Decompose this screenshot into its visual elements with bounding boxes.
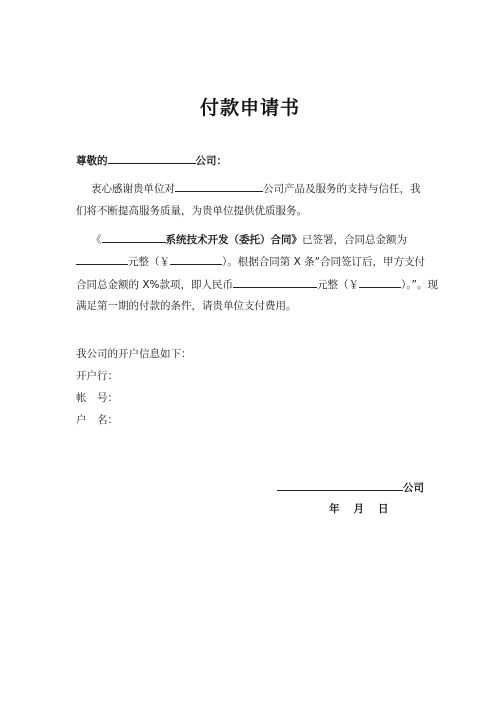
total-amount-words-blank [76, 254, 128, 265]
signature-company-suffix: 公司 [403, 482, 424, 494]
para2-text-f: 合同总金额的 X%款项，即人民币 [76, 279, 234, 291]
document-title: 付款申请书 [199, 97, 300, 119]
date-day: 日 [378, 503, 389, 515]
date-year: 年 [329, 503, 340, 515]
company-name-blank [108, 153, 196, 164]
para2-line3 [76, 277, 438, 292]
contract-title: 系统技术开发（委托）合同》 [165, 234, 302, 246]
para2-text-d: 元整（￥ [128, 256, 170, 268]
total-amount-number-blank [170, 254, 222, 265]
account-name-label: 户 名： [76, 414, 118, 426]
date-line [329, 502, 389, 516]
bank-info-intro: 我公司的开户信息如下： [76, 348, 192, 360]
payment-amount-words-blank [233, 277, 317, 288]
para2-text-g: 元整（￥ [317, 279, 360, 291]
para2-text-c: 已签署，合同总金额为 [302, 234, 407, 246]
para1-text-a: 衷心感谢贵单位对 [91, 183, 175, 195]
para2-open-bracket: 《 [91, 234, 102, 246]
signature-line [277, 480, 424, 495]
contract-name-blank [102, 232, 166, 243]
para1-line1 [91, 181, 421, 196]
account-number-label: 帐 号： [76, 392, 118, 404]
salutation [76, 153, 227, 168]
bank-name-label: 开户行： [76, 370, 118, 382]
para2-line2 [76, 254, 425, 269]
para2-line1 [91, 232, 407, 247]
salutation-prefix: 尊敬的 [76, 155, 108, 167]
para2-text-h: ）。”。现 [401, 279, 438, 291]
salutation-suffix: 公司： [195, 155, 227, 167]
supplier-name-blank [175, 181, 263, 192]
para2-text-e: ）。根据合同第 X 条“合同签订后，甲方支付 [222, 256, 426, 268]
signature-company-blank [277, 480, 403, 491]
date-month: 月 [353, 503, 364, 515]
para1-line2: 们将不断提高服务质量，为贵单位提供优质服务。 [76, 205, 307, 217]
para2-line4: 满足第一期的付款的条件，请贵单位支付费用。 [76, 300, 297, 312]
payment-amount-number-blank [359, 277, 401, 288]
para1-text-b: 公司产品及服务的支持与信任，我 [263, 183, 421, 195]
